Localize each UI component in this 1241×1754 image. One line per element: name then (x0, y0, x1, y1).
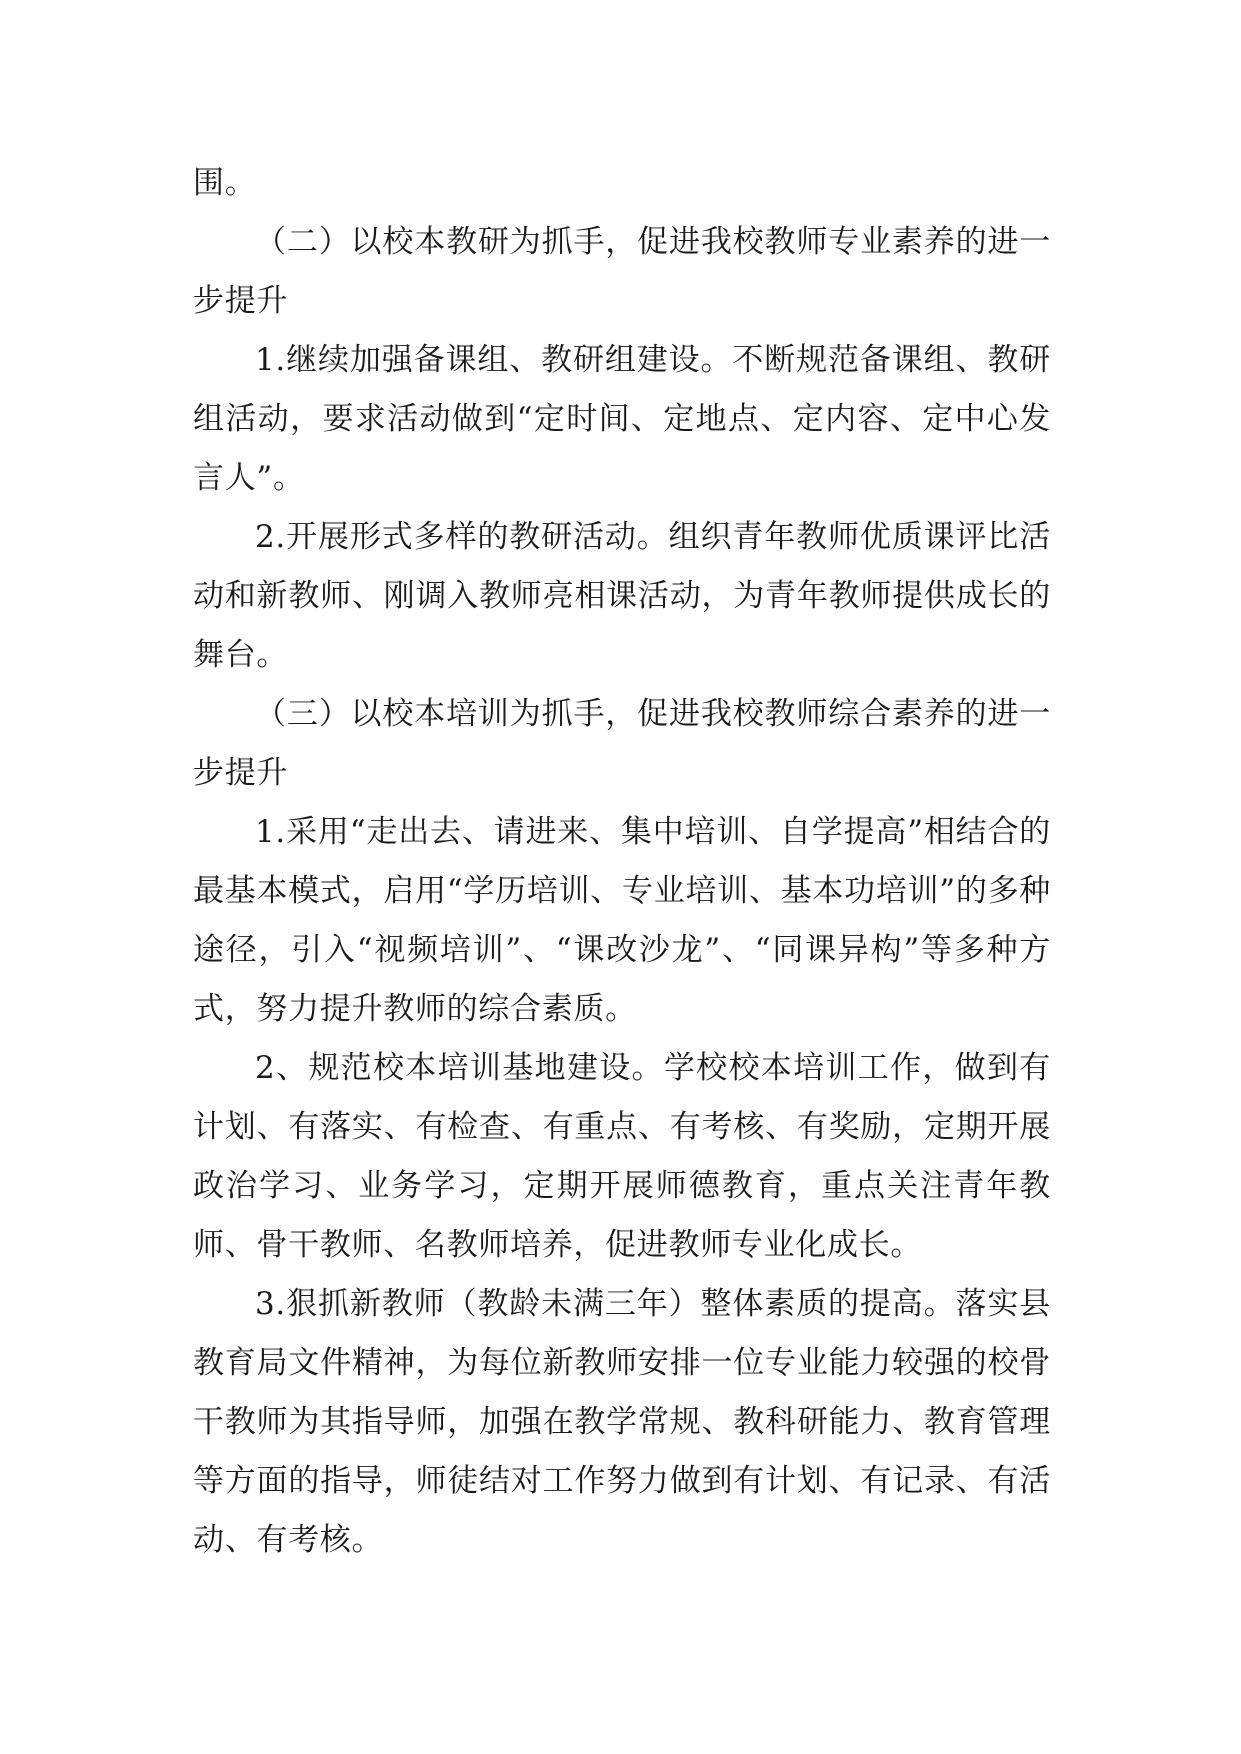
paragraph-item: 1.继续加强备课组、教研组建设。不断规范备课组、教研组活动，要求活动做到“定时间、定地点、定内容、定中心发言人”。 (193, 342, 1051, 496)
paragraph-item: 2.开展形式多样的教研活动。组织青年教师优质课评比活动和新教师、刚调入教师亮相课活动，为青年教师提供成长的舞台。 (193, 519, 1051, 673)
document-body (193, 154, 1051, 1570)
section-heading-2: （二）以校本教研为抓手，促进我校教师专业素养的进一步提升 (193, 224, 1051, 319)
paragraph-continuation: 围。 (193, 165, 257, 201)
paragraph-item: 3.狠抓新教师（教龄未满三年）整体素质的提高。落实县教育局文件精神，为每位新教师安排一位专业能力较强的校骨干教师为其指导师，加强在教学常规、教科研能力、教育管理等方面的指导，师徒结对工作努力做到有计划、有记录、有活动、有考核。 (193, 1286, 1051, 1558)
section-heading-3: （三）以校本培训为抓手，促进我校教师综合素养的进一步提升 (193, 696, 1051, 791)
paragraph-item: 2、规范校本培训基地建设。学校校本培训工作，做到有计划、有落实、有检查、有重点、有考核、有奖励，定期开展政治学习、业务学习，定期开展师德教育，重点关注青年教师、骨干教师、名教师培养，促进教师专业化成长。 (193, 1050, 1051, 1263)
paragraph-item: 1.采用“走出去、请进来、集中培训、自学提高”相结合的最基本模式，启用“学历培训、专业培训、基本功培训”的多种途径，引入“视频培训”、“课改沙龙”、“同课异构”等多种方式，努力提升教师的综合素质。 (193, 814, 1051, 1027)
